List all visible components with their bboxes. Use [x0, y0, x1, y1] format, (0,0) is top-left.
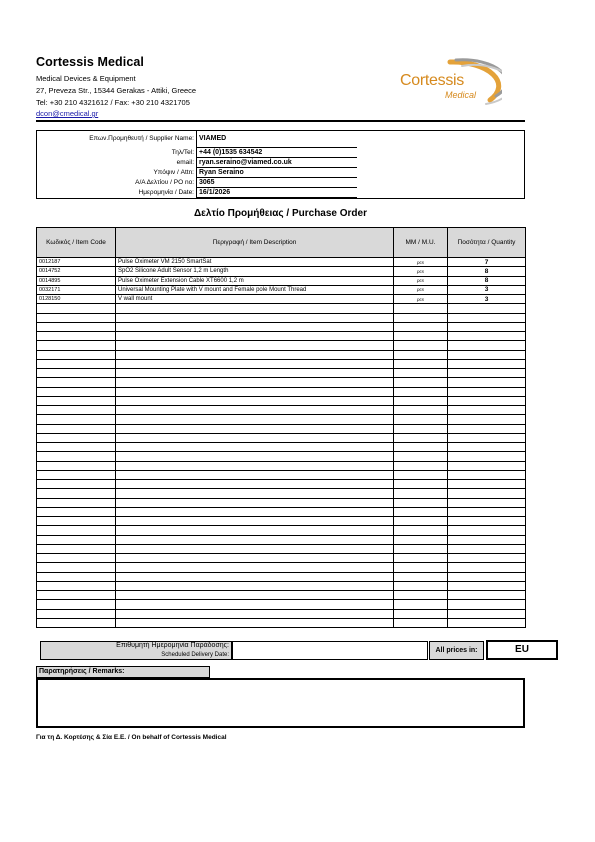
- empty-table-row: [37, 507, 526, 516]
- empty-cell[interactable]: [394, 369, 448, 378]
- supplier-name-value: VIAMED: [197, 131, 357, 148]
- empty-table-row: [37, 369, 526, 378]
- empty-cell[interactable]: [394, 563, 448, 572]
- empty-cell[interactable]: [448, 609, 526, 618]
- empty-cell[interactable]: [116, 498, 394, 507]
- empty-table-row: [37, 359, 526, 368]
- empty-cell[interactable]: [448, 470, 526, 479]
- company-name: Cortessis Medical: [36, 55, 144, 69]
- empty-cell[interactable]: [394, 498, 448, 507]
- header-mu: ΜΜ / M.U.: [394, 228, 448, 258]
- empty-table-row: [37, 406, 526, 415]
- empty-cell[interactable]: [394, 600, 448, 609]
- empty-table-row: [37, 322, 526, 331]
- empty-table-row: [37, 591, 526, 600]
- empty-cell[interactable]: [448, 387, 526, 396]
- empty-table-row: [37, 489, 526, 498]
- empty-table-row: [37, 443, 526, 452]
- empty-table-row: [37, 535, 526, 544]
- empty-table-row: [37, 415, 526, 424]
- empty-cell[interactable]: [116, 313, 394, 322]
- empty-cell[interactable]: [37, 452, 116, 461]
- company-email-link[interactable]: dcon@cmedical.gr: [36, 109, 99, 118]
- empty-cell[interactable]: [116, 350, 394, 359]
- empty-cell[interactable]: [448, 415, 526, 424]
- po-date-label: Ημερομηνία / Date:: [37, 188, 197, 198]
- item-code[interactable]: 0128150: [37, 295, 116, 304]
- empty-cell[interactable]: [394, 480, 448, 489]
- empty-cell[interactable]: [37, 443, 116, 452]
- empty-cell[interactable]: [37, 609, 116, 618]
- empty-table-row: [37, 554, 526, 563]
- delivery-date-label: [40, 641, 232, 660]
- supplier-email-row: [37, 158, 524, 168]
- empty-cell[interactable]: [116, 461, 394, 470]
- company-phone: Tel: +30 210 4321612 / Fax: +30 210 4321705: [36, 98, 190, 107]
- empty-table-row: [37, 424, 526, 433]
- empty-cell[interactable]: [116, 396, 394, 405]
- empty-cell[interactable]: [116, 406, 394, 415]
- empty-cell[interactable]: [116, 517, 394, 526]
- empty-cell[interactable]: [448, 424, 526, 433]
- empty-cell[interactable]: [394, 507, 448, 516]
- empty-cell[interactable]: [448, 554, 526, 563]
- supplier-attn-value: Ryan Seraino: [197, 168, 357, 178]
- empty-cell[interactable]: [448, 600, 526, 609]
- company-tagline: Medical Devices & Equipment: [36, 74, 136, 83]
- empty-cell[interactable]: [116, 480, 394, 489]
- supplier-attn-row: [37, 168, 524, 178]
- item-mu[interactable]: pcs: [394, 258, 448, 267]
- table-row: [37, 267, 526, 276]
- item-description[interactable]: Pulse Oximeter Extension Cable XT6600 1,2 m: [116, 276, 394, 285]
- supplier-name-row: [37, 131, 524, 148]
- empty-cell[interactable]: [448, 591, 526, 600]
- supplier-tel-label: Τηλ/Tel:: [37, 148, 197, 158]
- empty-cell[interactable]: [116, 581, 394, 590]
- item-mu[interactable]: pcs: [394, 285, 448, 294]
- company-header: [36, 55, 196, 118]
- empty-cell[interactable]: [394, 517, 448, 526]
- empty-cell[interactable]: [448, 369, 526, 378]
- empty-cell[interactable]: [394, 332, 448, 341]
- empty-cell[interactable]: [116, 415, 394, 424]
- item-code[interactable]: 0012187: [37, 258, 116, 267]
- item-mu[interactable]: pcs: [394, 276, 448, 285]
- po-title: Δελτίο Προμήθειας / Purchase Order: [193, 208, 367, 219]
- empty-cell[interactable]: [37, 461, 116, 470]
- empty-cell[interactable]: [116, 618, 394, 627]
- empty-cell[interactable]: [37, 554, 116, 563]
- empty-cell[interactable]: [448, 443, 526, 452]
- logo-word: Cortessis: [400, 72, 464, 89]
- item-code[interactable]: 0032171: [37, 285, 116, 294]
- empty-table-row: [37, 600, 526, 609]
- empty-cell[interactable]: [116, 535, 394, 544]
- item-mu[interactable]: pcs: [394, 267, 448, 276]
- empty-cell[interactable]: [394, 424, 448, 433]
- empty-cell[interactable]: [116, 341, 394, 350]
- empty-cell[interactable]: [448, 396, 526, 405]
- empty-cell[interactable]: [116, 609, 394, 618]
- empty-cell[interactable]: [394, 489, 448, 498]
- empty-cell[interactable]: [37, 489, 116, 498]
- empty-cell[interactable]: [37, 424, 116, 433]
- delivery-date-field[interactable]: [232, 641, 428, 660]
- empty-cell[interactable]: [448, 359, 526, 368]
- empty-cell[interactable]: [37, 498, 116, 507]
- empty-cell[interactable]: [448, 535, 526, 544]
- supplier-date-row: [37, 188, 524, 198]
- empty-cell[interactable]: [394, 378, 448, 387]
- empty-cell[interactable]: [394, 554, 448, 563]
- empty-cell[interactable]: [448, 526, 526, 535]
- empty-cell[interactable]: [448, 341, 526, 350]
- empty-cell[interactable]: [116, 424, 394, 433]
- empty-cell[interactable]: [448, 378, 526, 387]
- empty-cell[interactable]: [116, 304, 394, 313]
- empty-cell[interactable]: [448, 563, 526, 572]
- empty-cell[interactable]: [394, 461, 448, 470]
- company-address: 27, Preveza Str., 15344 Gerakas - Attiki, Greece: [36, 86, 197, 95]
- empty-table-row: [37, 609, 526, 618]
- empty-cell[interactable]: [394, 572, 448, 581]
- items-header-row: [37, 228, 526, 258]
- empty-table-row: [37, 461, 526, 470]
- supplier-email-value: ryan.seraino@viamed.co.uk: [197, 158, 357, 168]
- empty-cell[interactable]: [394, 350, 448, 359]
- empty-cell[interactable]: [394, 591, 448, 600]
- empty-table-row: [37, 498, 526, 507]
- table-row: [37, 295, 526, 304]
- empty-table-row: [37, 396, 526, 405]
- empty-table-row: [37, 350, 526, 359]
- empty-cell[interactable]: [448, 406, 526, 415]
- item-quantity[interactable]: 8: [448, 276, 526, 285]
- item-quantity[interactable]: 3: [448, 295, 526, 304]
- empty-cell[interactable]: [37, 378, 116, 387]
- empty-cell[interactable]: [116, 572, 394, 581]
- empty-cell[interactable]: [448, 433, 526, 442]
- empty-cell[interactable]: [37, 322, 116, 331]
- company-logo: [392, 56, 502, 114]
- empty-cell[interactable]: [394, 618, 448, 627]
- empty-table-row: [37, 433, 526, 442]
- po-date-value: 16/1/2026: [197, 188, 357, 198]
- empty-cell[interactable]: [448, 581, 526, 590]
- empty-cell[interactable]: [448, 507, 526, 516]
- empty-cell[interactable]: [37, 600, 116, 609]
- empty-cell[interactable]: [394, 470, 448, 479]
- supplier-attn-label: Υπόψιν / Attn:: [37, 168, 197, 178]
- empty-table-row: [37, 581, 526, 590]
- empty-cell[interactable]: [116, 489, 394, 498]
- empty-cell[interactable]: [394, 359, 448, 368]
- empty-cell[interactable]: [37, 618, 116, 627]
- empty-table-row: [37, 572, 526, 581]
- empty-cell[interactable]: [37, 517, 116, 526]
- empty-cell[interactable]: [394, 433, 448, 442]
- empty-cell[interactable]: [116, 387, 394, 396]
- empty-cell[interactable]: [448, 332, 526, 341]
- empty-cell[interactable]: [37, 313, 116, 322]
- empty-cell[interactable]: [37, 581, 116, 590]
- table-row: [37, 285, 526, 294]
- empty-cell[interactable]: [394, 443, 448, 452]
- item-description[interactable]: V wall mount: [116, 295, 394, 304]
- item-description[interactable]: Universal Mounting Plate with V mount and Female pole Mount Thread: [116, 285, 394, 294]
- empty-cell[interactable]: [116, 554, 394, 563]
- empty-cell[interactable]: [37, 433, 116, 442]
- delivery-label-gr: Επιθυμητή Ημερομηνία Παράδοσης:: [116, 642, 229, 649]
- empty-cell[interactable]: [448, 304, 526, 313]
- header-quantity: Ποσότητα / Quantity: [448, 228, 526, 258]
- empty-cell[interactable]: [37, 526, 116, 535]
- empty-cell[interactable]: [37, 304, 116, 313]
- empty-cell[interactable]: [37, 332, 116, 341]
- remarks-label: Παρατηρήσεις / Remarks:: [36, 666, 210, 678]
- empty-cell[interactable]: [394, 396, 448, 405]
- item-code[interactable]: 0014895: [37, 276, 116, 285]
- header-divider: [36, 120, 525, 122]
- delivery-label-en: Scheduled Delivery Date:: [161, 651, 229, 658]
- currency-field[interactable]: EU: [486, 640, 558, 660]
- item-quantity[interactable]: 7: [448, 258, 526, 267]
- empty-table-row: [37, 387, 526, 396]
- empty-cell[interactable]: [448, 461, 526, 470]
- header-description: Περιγραφή / Item Description: [116, 228, 394, 258]
- empty-cell[interactable]: [448, 313, 526, 322]
- empty-cell[interactable]: [116, 470, 394, 479]
- empty-table-row: [37, 378, 526, 387]
- empty-cell[interactable]: [394, 341, 448, 350]
- empty-cell[interactable]: [116, 378, 394, 387]
- empty-cell[interactable]: [116, 452, 394, 461]
- empty-table-row: [37, 480, 526, 489]
- empty-cell[interactable]: [116, 526, 394, 535]
- empty-cell[interactable]: [448, 618, 526, 627]
- empty-cell[interactable]: [37, 341, 116, 350]
- empty-cell[interactable]: [116, 507, 394, 516]
- empty-cell[interactable]: [116, 369, 394, 378]
- empty-cell[interactable]: [394, 452, 448, 461]
- table-row: [37, 276, 526, 285]
- empty-cell[interactable]: [116, 359, 394, 368]
- empty-cell[interactable]: [394, 526, 448, 535]
- empty-table-row: [37, 517, 526, 526]
- item-quantity[interactable]: 8: [448, 267, 526, 276]
- empty-cell[interactable]: [394, 387, 448, 396]
- item-quantity[interactable]: 3: [448, 285, 526, 294]
- empty-cell[interactable]: [37, 369, 116, 378]
- item-description[interactable]: Pulse Oximeter VM 2150 SmartSat: [116, 258, 394, 267]
- empty-cell[interactable]: [116, 322, 394, 331]
- empty-cell[interactable]: [37, 480, 116, 489]
- empty-cell[interactable]: [394, 304, 448, 313]
- empty-cell[interactable]: [394, 609, 448, 618]
- empty-cell[interactable]: [394, 544, 448, 553]
- signature-line: Για τη Δ. Κορτέσης & Σία Ε.Ε. / On behalf of Cortessis Medical: [36, 734, 227, 741]
- supplier-name-label: Επων.Προμηθευτή / Supplier Name:: [37, 131, 197, 148]
- empty-cell[interactable]: [116, 433, 394, 442]
- supplier-email-label: email:: [37, 158, 197, 168]
- empty-cell[interactable]: [448, 452, 526, 461]
- empty-cell[interactable]: [37, 396, 116, 405]
- delivery-section: [36, 640, 529, 661]
- empty-cell[interactable]: [448, 498, 526, 507]
- empty-cell[interactable]: [37, 572, 116, 581]
- item-description[interactable]: SpO2 Silicone Adult Sensor 1,2 m Length: [116, 267, 394, 276]
- empty-cell[interactable]: [37, 387, 116, 396]
- empty-cell[interactable]: [116, 591, 394, 600]
- prices-in-label: All prices in:: [429, 641, 484, 660]
- empty-cell[interactable]: [448, 350, 526, 359]
- empty-cell[interactable]: [448, 544, 526, 553]
- empty-cell[interactable]: [37, 415, 116, 424]
- supplier-po-row: [37, 178, 524, 188]
- empty-cell[interactable]: [37, 350, 116, 359]
- empty-cell[interactable]: [394, 415, 448, 424]
- empty-cell[interactable]: [448, 489, 526, 498]
- empty-cell[interactable]: [448, 480, 526, 489]
- supplier-block: [36, 130, 525, 199]
- empty-table-row: [37, 526, 526, 535]
- empty-cell[interactable]: [37, 406, 116, 415]
- empty-cell[interactable]: [394, 535, 448, 544]
- empty-cell[interactable]: [394, 406, 448, 415]
- empty-cell[interactable]: [37, 591, 116, 600]
- supplier-tel-row: [37, 148, 524, 158]
- empty-cell[interactable]: [116, 563, 394, 572]
- empty-cell[interactable]: [394, 322, 448, 331]
- empty-cell[interactable]: [116, 332, 394, 341]
- empty-cell[interactable]: [37, 470, 116, 479]
- empty-table-row: [37, 332, 526, 341]
- item-mu[interactable]: pcs: [394, 295, 448, 304]
- empty-table-row: [37, 341, 526, 350]
- empty-cell[interactable]: [116, 600, 394, 609]
- empty-table-row: [37, 563, 526, 572]
- supplier-tel-value: +44 (0)1535 634542: [197, 148, 357, 158]
- empty-cell[interactable]: [116, 443, 394, 452]
- table-row: [37, 258, 526, 267]
- empty-cell[interactable]: [448, 517, 526, 526]
- po-number-label: Α/Α Δελτίου / PO no:: [37, 178, 197, 188]
- empty-cell[interactable]: [37, 535, 116, 544]
- item-code[interactable]: 0014752: [37, 267, 116, 276]
- empty-table-row: [37, 452, 526, 461]
- empty-table-row: [37, 618, 526, 627]
- logo-sub: Medical: [445, 90, 477, 100]
- empty-cell[interactable]: [448, 572, 526, 581]
- empty-cell[interactable]: [37, 507, 116, 516]
- header-code: Κωδικός / Item Code: [37, 228, 116, 258]
- empty-cell[interactable]: [37, 563, 116, 572]
- empty-table-row: [37, 470, 526, 479]
- empty-cell[interactable]: [37, 359, 116, 368]
- empty-table-row: [37, 313, 526, 322]
- po-number-value: 3065: [197, 178, 357, 188]
- empty-table-row: [37, 304, 526, 313]
- empty-cell[interactable]: [448, 322, 526, 331]
- empty-cell[interactable]: [394, 581, 448, 590]
- items-body: [37, 258, 526, 628]
- empty-cell[interactable]: [394, 313, 448, 322]
- empty-cell[interactable]: [116, 544, 394, 553]
- items-table: [36, 227, 526, 628]
- empty-cell[interactable]: [37, 544, 116, 553]
- remarks-field[interactable]: [36, 678, 525, 728]
- empty-table-row: [37, 544, 526, 553]
